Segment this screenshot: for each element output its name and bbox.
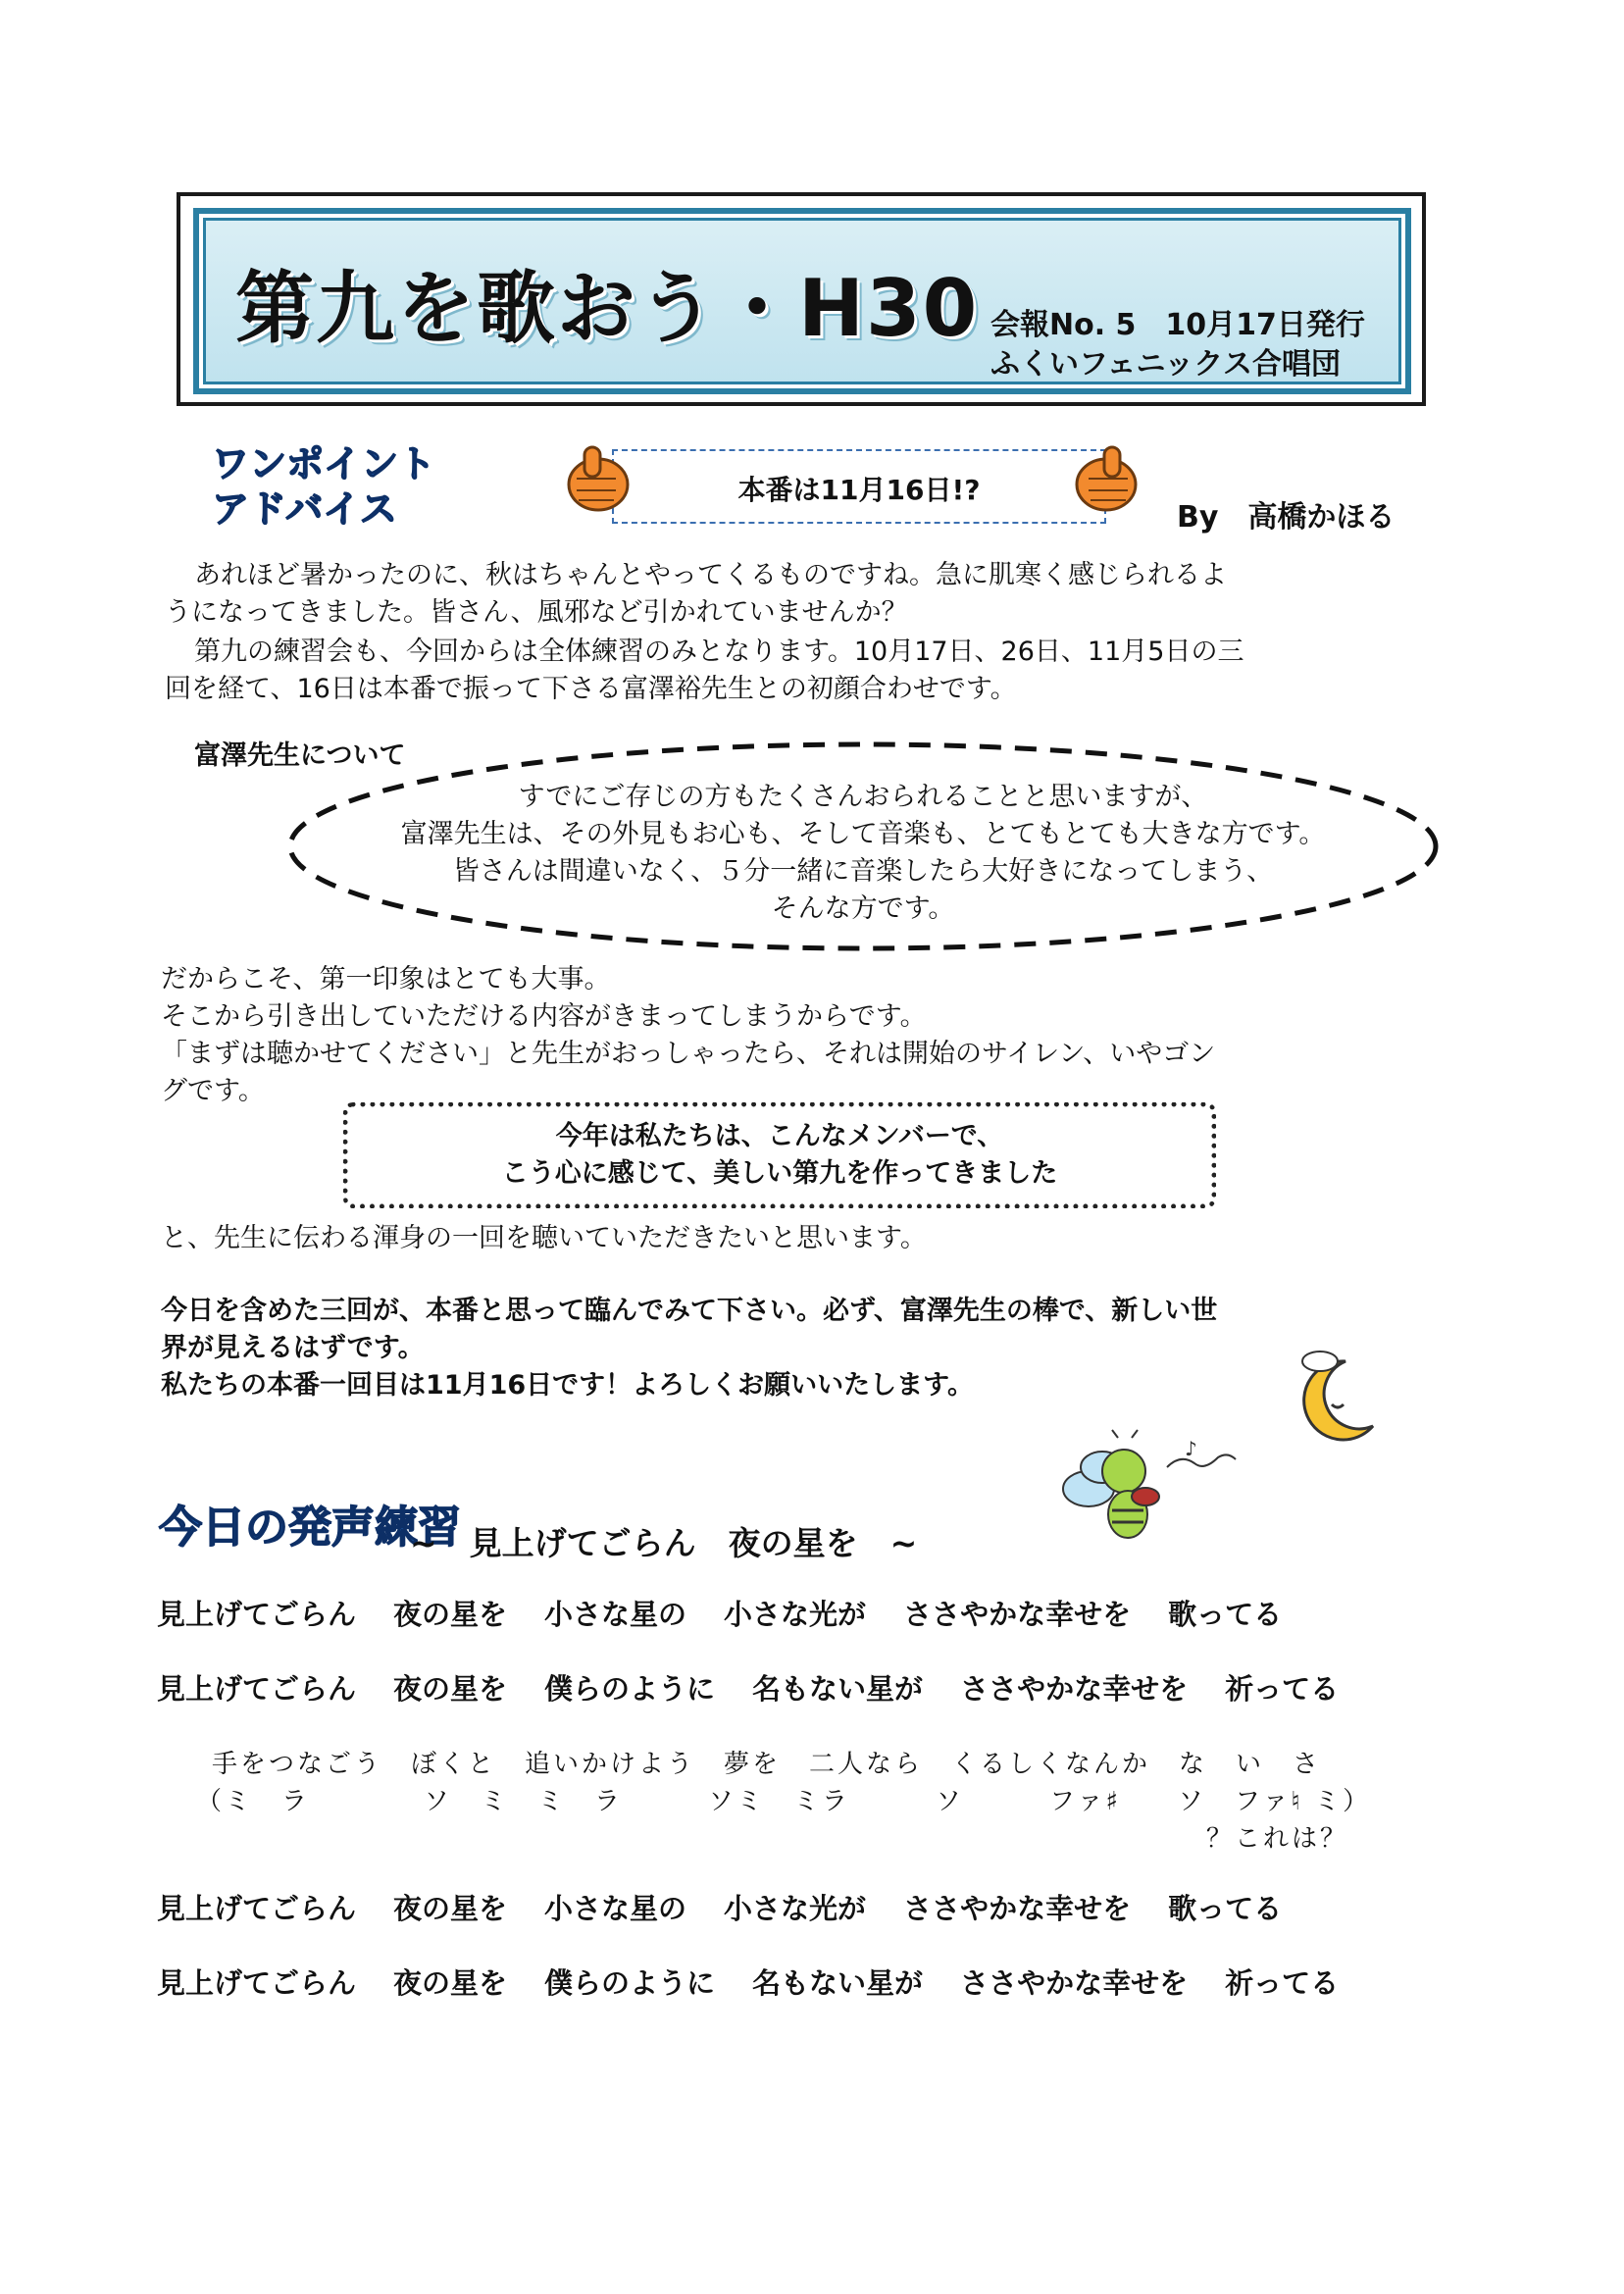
- lyric-phrase: 祈ってる: [1225, 1966, 1340, 2000]
- lyric-phrase: 見上げてごらん: [157, 1598, 357, 1631]
- lyric-phrase: ささやかな幸せを: [960, 1672, 1189, 1706]
- intro-line-3: 第九の練習会も、今回からは全体練習のみとなります。10月17日、26日、11月5日の三: [194, 637, 1244, 667]
- lyric-phrase: 小さな光が: [724, 1892, 867, 1925]
- about-line-1: すでにご存じの方もたくさんおられることと思いますが、: [518, 782, 1208, 812]
- lyric-phrase: 小さな光が: [724, 1598, 867, 1631]
- bridge-notes: （ミ ラ ソ ミ ミ ラ ソミ ミラ ソ ファ♯ ソ ファ♮ ミ）: [196, 1787, 1372, 1816]
- advice-logo-line2: アドバイス: [212, 487, 397, 531]
- about-heading: 富澤先生について: [194, 740, 406, 771]
- intro-line-4: 回を経て、16日は本番で振って下さる富澤裕先生との初顔合わせです。: [165, 674, 1017, 704]
- practice-logo-text: 今日の発声練習: [159, 1503, 461, 1553]
- lyric-phrase: 見上げてごらん: [157, 1672, 357, 1706]
- body-line-6: 今日を含めた三回が、本番と思って臨んでみて下さい。必ず、富澤先生の棒で、新しい世: [161, 1296, 1218, 1326]
- body-line-2: そこから引き出していただける内容がきまってしまうからです。: [161, 1001, 927, 1032]
- lyric-phrase: 夜の星を: [393, 1892, 508, 1925]
- lyric-phrase: 名もない星が: [752, 1672, 924, 1706]
- lyric-verse-4: [157, 1962, 1376, 2002]
- body-line-5: と、先生に伝わる渾身の一回を聴いていただきたいと思います。: [161, 1223, 927, 1253]
- lyric-phrase: ささやかな幸せを: [903, 1598, 1132, 1631]
- body-line-4: グです。: [161, 1076, 265, 1106]
- highlight-line-1: 今年は私たちは、こんなメンバーで、: [555, 1121, 1004, 1151]
- intro-line-1: あれほど暑かったのに、秋はちゃんとやってくるものですね。急に肌寒く感じられるよ: [194, 560, 1227, 590]
- lyric-phrase: ささやかな幸せを: [960, 1966, 1189, 2000]
- lyric-phrase: 小さな星の: [544, 1598, 687, 1631]
- lyric-phrase: 歌ってる: [1168, 1892, 1283, 1925]
- lyric-phrase: 夜の星を: [393, 1598, 508, 1631]
- lyric-phrase: 見上げてごらん: [157, 1966, 357, 2000]
- lyric-phrase: 夜の星を: [393, 1966, 508, 2000]
- body-line-3: 「まずは聴かせてください」と先生がおっしゃったら、それは開始のサイレン、いやゴン: [161, 1039, 1216, 1069]
- bridge-question: ？これは？: [1206, 1824, 1349, 1854]
- about-line-2: 富澤先生は、その外見もお心も、そして音楽も、とてもとても大きな方です。: [400, 819, 1326, 849]
- issue-info: 会報No. 5 10月17日発行: [990, 308, 1365, 342]
- one-point-advice-logo: [210, 435, 465, 530]
- vocal-practice-logo: [157, 1483, 461, 1561]
- song-title: ~ 見上げてごらん 夜の星を ~: [410, 1524, 918, 1562]
- body-line-8: 私たちの本番一回目は11月16日です！よろしくお願いいたします。: [161, 1370, 974, 1401]
- highlight-line-2: こう心に感じて、美しい第九を作ってきました: [501, 1158, 1058, 1189]
- lyric-phrase: 祈ってる: [1225, 1672, 1340, 1706]
- organization-name: ふくいフェニックス合唱団: [990, 347, 1341, 382]
- author-byline: By 高橋かほる: [1177, 500, 1396, 535]
- lyric-phrase: 僕らのように: [544, 1672, 716, 1706]
- lyric-phrase: 小さな星の: [544, 1892, 687, 1925]
- body-line-1: だからこそ、第一印象はとても大事。: [161, 964, 611, 994]
- body-line-7: 界が見えるはずです。: [161, 1333, 425, 1363]
- lyric-verse-1: [157, 1593, 1319, 1633]
- newsletter-title: 第九を歌おう・H30: [235, 263, 980, 354]
- lyric-phrase: ささやかな幸せを: [903, 1892, 1132, 1925]
- moon-icon: [1294, 1344, 1385, 1442]
- intro-line-2: うになってきました。皆さん、風邪など引かれていませんか？: [165, 597, 908, 628]
- about-line-3: 皆さんは間違いなく、５分一緒に音楽したら大好きになってしまう、: [452, 856, 1274, 887]
- lyric-phrase: 僕らのように: [544, 1966, 716, 2000]
- about-line-4: そんな方です。: [771, 893, 955, 924]
- headline: 本番は11月16日!?: [737, 474, 981, 506]
- lyric-phrase: 名もない星が: [752, 1966, 924, 2000]
- lyric-verse-2: [157, 1667, 1376, 1708]
- svg-text:♪: ♪: [1185, 1437, 1197, 1460]
- bee-violin-icon: [1059, 1428, 1245, 1555]
- lyric-phrase: 夜の星を: [393, 1672, 508, 1706]
- advice-logo-line1: ワンポイント: [212, 442, 436, 485]
- lyric-phrase: 歌ってる: [1168, 1598, 1283, 1631]
- lyric-phrase: 見上げてごらん: [157, 1892, 357, 1925]
- lyric-verse-3: [157, 1887, 1319, 1927]
- bridge-lyric: 手をつなごう ぼくと 追いかけよう 夢を 二人なら くるしくなんか な い さ: [212, 1750, 1322, 1779]
